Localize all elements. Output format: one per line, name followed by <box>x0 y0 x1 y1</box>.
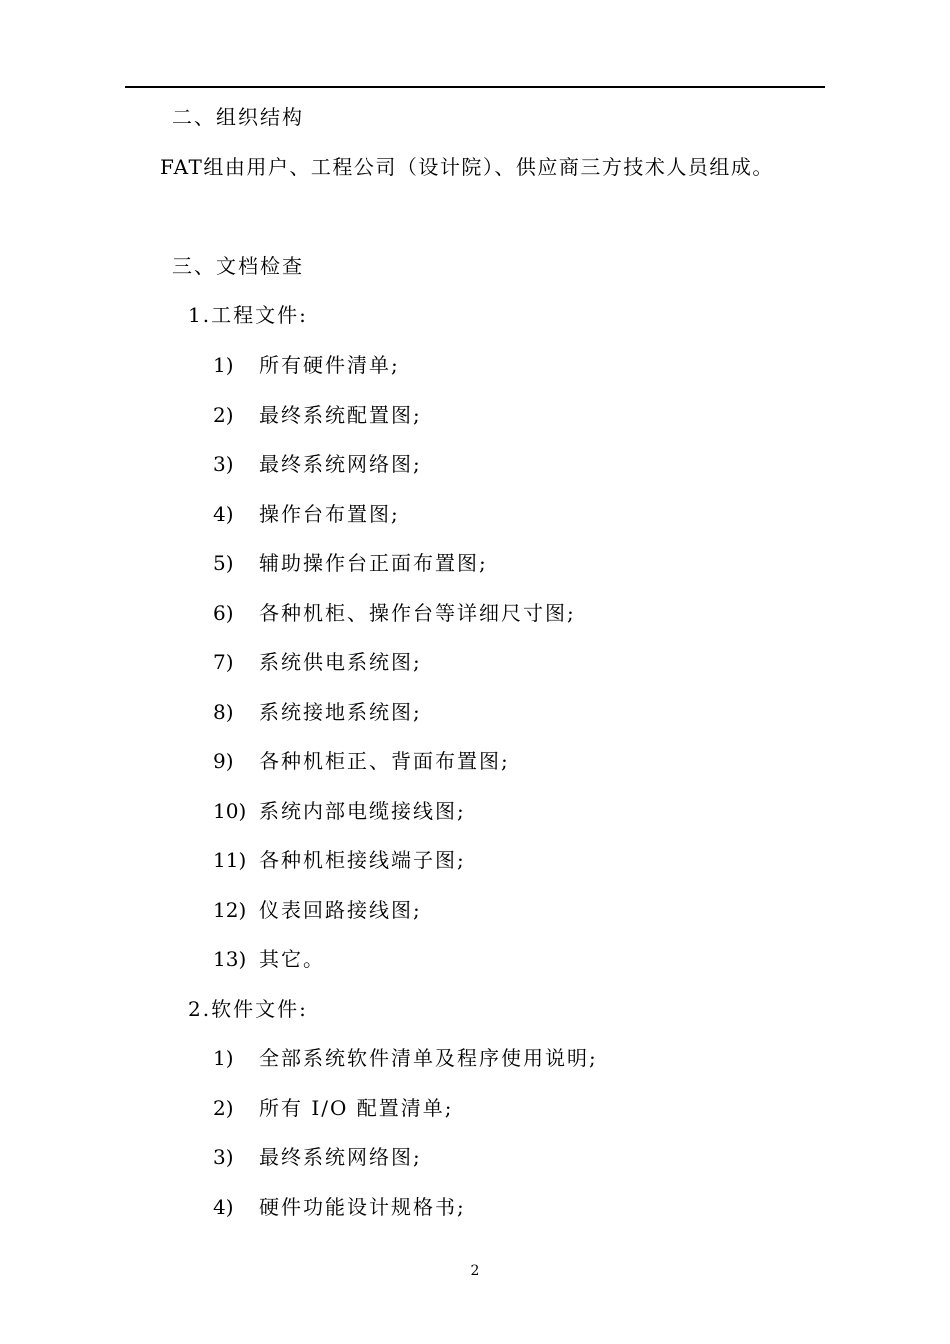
list-item-number: 12) <box>213 898 247 922</box>
list-item-text: 系统供电系统图; <box>259 650 422 674</box>
list-item-text: 所有硬件清单; <box>259 353 400 377</box>
list-item-number: 11) <box>213 848 247 872</box>
list-item-text: 全部系统软件清单及程序使用说明; <box>259 1046 598 1070</box>
list-item-text: 辅助操作台正面布置图; <box>259 551 488 575</box>
list-item <box>213 649 422 675</box>
list-item-number: 3) <box>213 1145 234 1169</box>
list-item-text: 所有 I/O 配置清单; <box>259 1096 454 1120</box>
list-item-text: 系统内部电缆接线图; <box>259 799 466 823</box>
list-item-number: 2) <box>213 1096 234 1120</box>
header-rule <box>125 86 825 88</box>
list-item-number: 4) <box>213 502 234 526</box>
list-item-number: 4) <box>213 1195 234 1219</box>
list-item <box>213 1144 422 1170</box>
list-item-number: 13) <box>213 947 247 971</box>
list-item <box>213 600 576 626</box>
list-item-text: 硬件功能设计规格书; <box>259 1195 466 1219</box>
list-item <box>213 550 488 576</box>
list-item <box>213 847 466 873</box>
list-item-text: 其它。 <box>259 947 325 971</box>
list-item-number: 5) <box>213 551 234 575</box>
list-item <box>213 1194 466 1220</box>
list-item-text: 最终系统配置图; <box>259 403 422 427</box>
list-item-text: 最终系统网络图; <box>259 1145 422 1169</box>
list-item-number: 8) <box>213 700 234 724</box>
list-item-number: 10) <box>213 799 247 823</box>
list-item <box>213 1095 454 1121</box>
subheading-engineering-files: 1.工程文件: <box>188 303 308 327</box>
list-item <box>213 501 400 527</box>
list-item-text: 各种机柜接线端子图; <box>259 848 466 872</box>
list-item-text: 仪表回路接线图; <box>259 898 422 922</box>
list-item-number: 7) <box>213 650 234 674</box>
list-item <box>213 748 510 774</box>
section-heading-organization: 二、组织结构 <box>172 105 304 129</box>
list-item <box>213 451 422 477</box>
list-item-text: 系统接地系统图; <box>259 700 422 724</box>
list-item <box>213 402 422 428</box>
list-item <box>213 946 325 972</box>
list-item-text: 各种机柜、操作台等详细尺寸图; <box>259 601 576 625</box>
section-heading-document-check: 三、文档检查 <box>172 254 304 278</box>
subheading-software-files: 2.软件文件: <box>188 997 308 1021</box>
list-item <box>213 699 422 725</box>
list-item-text: 最终系统网络图; <box>259 452 422 476</box>
list-item <box>213 798 466 824</box>
list-item <box>213 897 422 923</box>
list-item-number: 9) <box>213 749 234 773</box>
organization-paragraph: FAT组由用户、工程公司（设计院）、供应商三方技术人员组成。 <box>160 155 774 179</box>
list-item-number: 3) <box>213 452 234 476</box>
list-item-number: 1) <box>213 1046 234 1070</box>
list-item <box>213 352 400 378</box>
list-item-text: 操作台布置图; <box>259 502 400 526</box>
list-item <box>213 1045 598 1071</box>
list-item-text: 各种机柜正、背面布置图; <box>259 749 510 773</box>
list-item-number: 1) <box>213 353 234 377</box>
page-number: 2 <box>470 1263 480 1279</box>
list-item-number: 6) <box>213 601 234 625</box>
list-item-number: 2) <box>213 403 234 427</box>
